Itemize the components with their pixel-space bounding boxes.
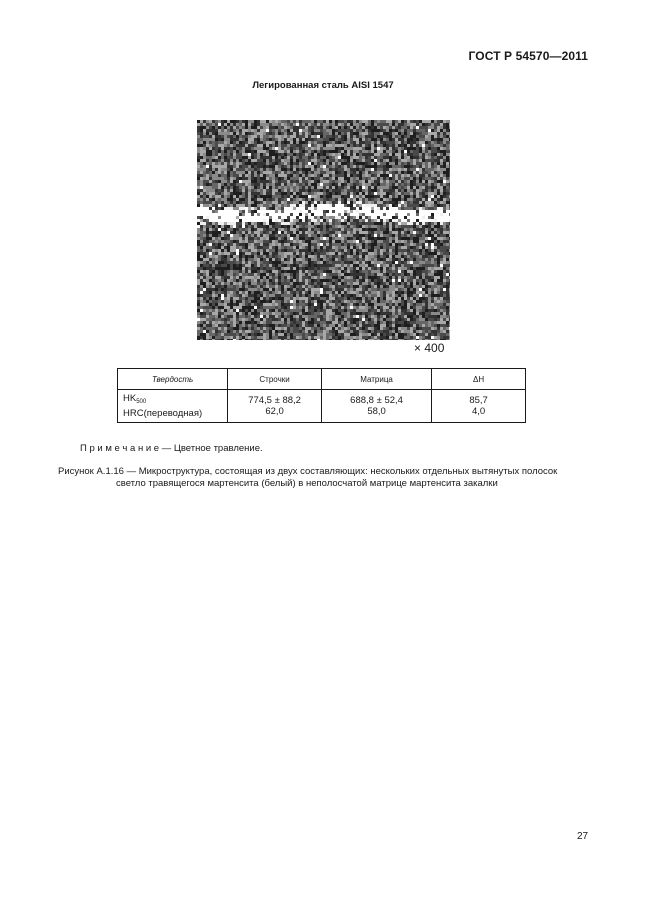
table-row bbox=[118, 390, 526, 423]
column-header-matrix: Матрица bbox=[321, 369, 431, 390]
column-header-delta-h: ΔH bbox=[432, 369, 526, 390]
matrix-cell bbox=[321, 390, 431, 423]
magnification-label: × 400 bbox=[414, 341, 445, 355]
page-number: 27 bbox=[577, 831, 589, 842]
strochki-hrc-value: 62,0 bbox=[265, 406, 284, 417]
caption-line-1: Рисунок А.1.16 — Микроструктура, состоящая из двух составляющих: нескольких отдельных вытянутых полосок bbox=[58, 466, 558, 477]
hrc-label: HRC(переводная) bbox=[123, 408, 203, 419]
figure-caption bbox=[58, 466, 598, 490]
matrix-hrc-value: 58,0 bbox=[367, 406, 386, 417]
hardness-table bbox=[117, 368, 526, 423]
figure-title: Легированная сталь AISI 1547 bbox=[252, 80, 394, 91]
note-text: П р и м е ч а н и е — Цветное травление. bbox=[80, 443, 263, 454]
matrix-hk-value: 688,8 ± 52,4 bbox=[350, 395, 403, 406]
delta-hrc-value: 4,0 bbox=[471, 406, 486, 417]
delta-hk-value: 85,7 bbox=[469, 395, 488, 406]
caption-line-2: светло травящегося мартенсита (белый) в неполосчатой матрице мартенсита закалки bbox=[116, 478, 498, 489]
hk-subscript: 500 bbox=[136, 399, 147, 405]
hk-label: HK bbox=[123, 393, 137, 404]
column-header-hardness: Твердость bbox=[118, 369, 228, 390]
row-labels-cell bbox=[118, 390, 228, 423]
column-header-strochki: Строчки bbox=[228, 369, 322, 390]
strochki-cell bbox=[228, 390, 322, 423]
table-header-row bbox=[118, 369, 526, 390]
standard-code: ГОСТ Р 54570—2011 bbox=[468, 49, 588, 63]
micrograph-image bbox=[197, 120, 450, 340]
strochki-hk-value: 774,5 ± 88,2 bbox=[248, 395, 301, 406]
delta-cell bbox=[432, 390, 526, 423]
